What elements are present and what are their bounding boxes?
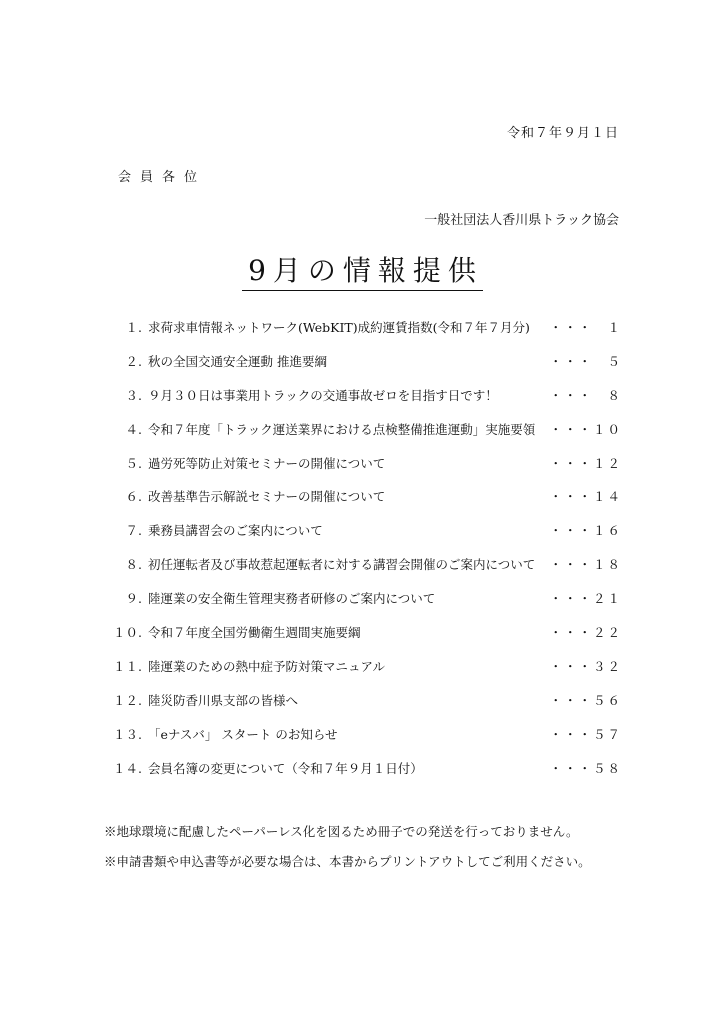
toc-label: 改善基準告示解説セミナーの開催について — [148, 489, 386, 505]
toc-page: ・・・１０ — [549, 421, 622, 437]
toc-number: ３. — [125, 387, 142, 403]
toc-label: 令和７年度全国労働衛生週間実施要綱 — [148, 625, 361, 641]
toc-label: 会員名簿の変更について（令和７年９月１日付） — [148, 760, 423, 776]
toc-item-12 — [100, 691, 622, 725]
toc-number: １１. — [113, 658, 142, 674]
toc-page: ・・・５６ — [549, 692, 622, 708]
page-title: 9月の情報提供 — [242, 254, 483, 291]
toc-page: ・・・３２ — [549, 658, 622, 674]
toc-item-7 — [100, 521, 622, 555]
toc-page: ・・・２１ — [549, 591, 622, 607]
toc-number: １４. — [113, 760, 142, 776]
toc-label: 令和７年度「トラック運送業界における点検整備推進運動」実施要領 — [148, 421, 536, 437]
toc-page: ・・・１６ — [549, 523, 622, 539]
toc-label: 陸運業のための熱中症予防対策マニュアル — [148, 658, 386, 674]
toc-item-14 — [100, 759, 622, 793]
recipient-line: 会員各位 — [118, 170, 207, 185]
sender-organization: 一般社団法人香川県トラック協会 — [424, 213, 619, 228]
toc-item-11 — [100, 657, 622, 691]
toc-item-3 — [100, 386, 622, 420]
toc-label: 「eナスバ」 スタート のお知らせ — [148, 726, 338, 742]
toc-item-5 — [100, 454, 622, 488]
toc-item-4 — [100, 420, 622, 454]
toc-number: ６. — [125, 489, 142, 505]
toc-label: 秋の全国交通安全運動 推進要綱 — [148, 353, 327, 369]
toc-page: ・・・２２ — [549, 625, 622, 641]
toc-label: 求荷求車情報ネットワーク(WebKIT)成約運賃指数(令和７年７月分) — [148, 320, 530, 335]
toc-page: ・・・１２ — [549, 455, 622, 471]
toc-label: ９月３０日は事業用トラックの交通事故ゼロを目指す日です！ — [148, 387, 498, 403]
toc-item-2 — [100, 352, 622, 386]
toc-page: ・・・５８ — [549, 760, 622, 776]
document-date: 令和７年９月１日 — [506, 126, 619, 141]
toc-number: ９. — [125, 591, 142, 607]
toc-number: ７. — [125, 523, 142, 539]
toc-number: １. — [125, 320, 142, 335]
toc-item-9 — [100, 589, 622, 623]
toc-label: 過労死等防止対策セミナーの開催について — [148, 455, 386, 471]
toc-number: ５. — [125, 455, 142, 471]
toc-label: 初任運転者及び事故惹起運転者に対する講習会開催のご案内について — [148, 557, 536, 573]
toc-item-10 — [100, 623, 622, 657]
toc-item-8 — [100, 555, 622, 589]
toc-page: ・・・１８ — [549, 557, 622, 573]
toc-label: 乗務員講習会のご案内について — [148, 523, 323, 539]
note-printout: ※申請書類や申込書等が必要な場合は、本書からプリントアウトしてご利用ください。 — [104, 854, 591, 869]
toc-page: ・・・１４ — [549, 489, 622, 505]
toc-page: ・・・ ５ — [549, 353, 622, 369]
toc-number: １０. — [113, 625, 142, 641]
toc-page: ・・・５７ — [549, 726, 622, 742]
toc-label: 陸災防香川県支部の皆様へ — [148, 692, 299, 708]
toc-number: ２. — [125, 353, 142, 369]
note-paperless: ※地球環境に配慮したペーパーレス化を図るため冊子での発送を行っておりません。 — [104, 824, 579, 839]
toc-item-1 — [100, 318, 622, 352]
toc-number: ８. — [125, 557, 142, 573]
table-of-contents — [100, 318, 622, 792]
toc-number: １３. — [113, 726, 142, 742]
toc-page: ・・・ ８ — [549, 387, 622, 403]
toc-number: ４. — [125, 421, 142, 437]
toc-item-13 — [100, 725, 622, 759]
toc-item-6 — [100, 487, 622, 521]
toc-label: 陸運業の安全衛生管理実務者研修のご案内について — [148, 591, 436, 607]
title-container — [0, 254, 725, 291]
toc-page: ・・・ １ — [549, 320, 622, 335]
toc-number: １２. — [113, 692, 142, 708]
